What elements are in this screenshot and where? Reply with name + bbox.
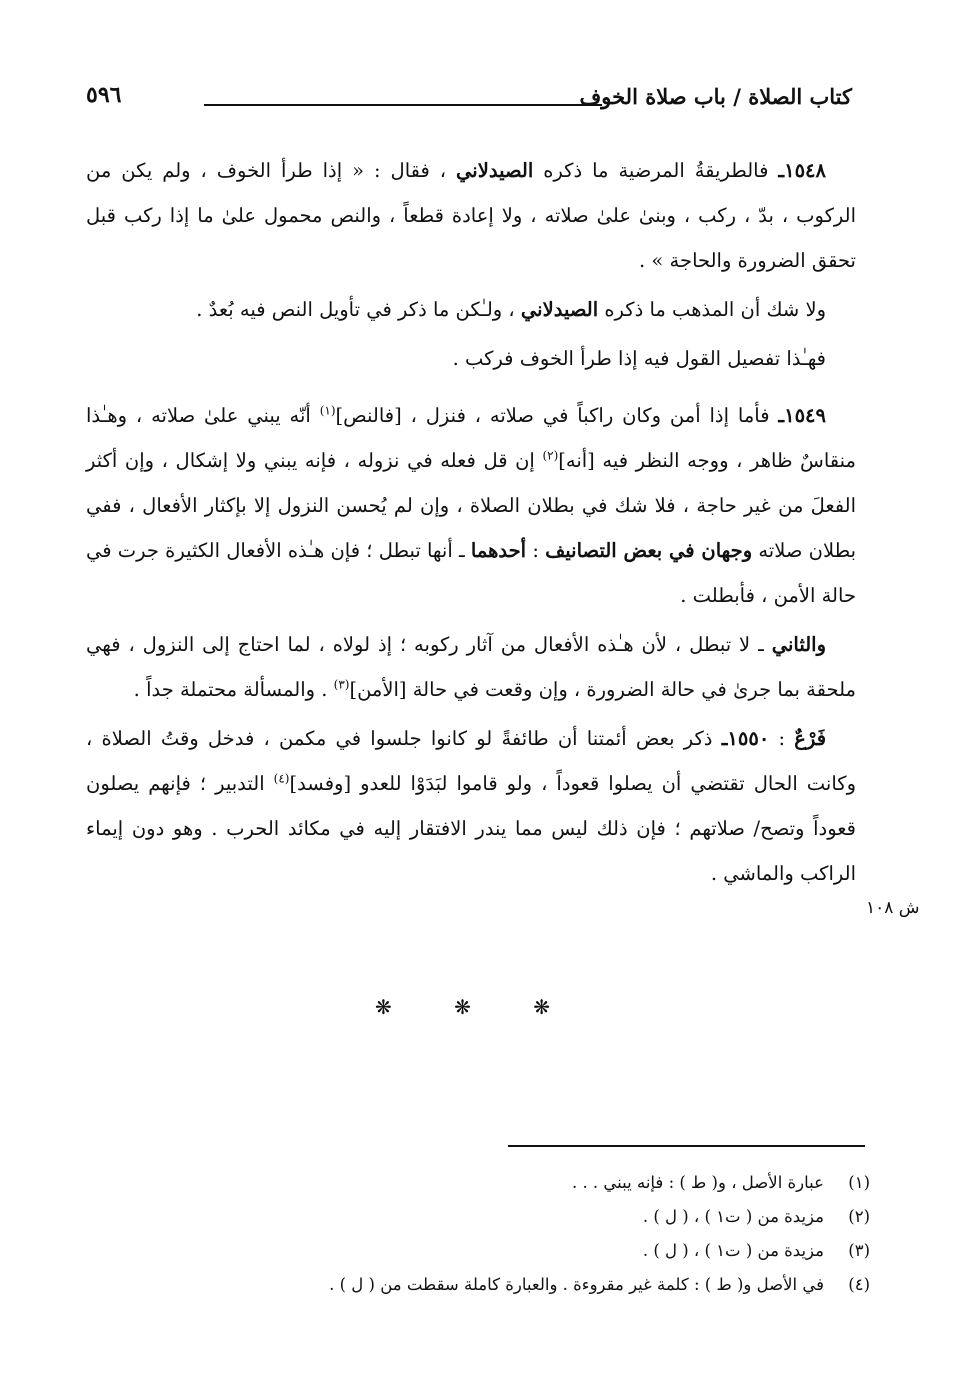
paragraph-1550 bbox=[86, 716, 856, 896]
footnote-text: مزيدة من ( ت١ ) ، ( ل ) . bbox=[642, 1207, 824, 1226]
second-opinion-label: والثاني bbox=[771, 633, 826, 656]
text-run: ـ لا تبطل ، لأن هـٰذه الأفعال من آثار ركوبه ؛ إذ لولاه ، لما احتاج إلى النزول ، فهي ملحقة بما جرىٰ في حالة الضرورة ، وإن وقعت في حالة [الأمن] bbox=[86, 633, 856, 701]
issue-number: ١٥٥٠ـ bbox=[721, 727, 770, 750]
footnote-ref-1: (١) bbox=[319, 403, 336, 418]
footnote-ref-4: (٤) bbox=[273, 771, 290, 786]
text-run: أنّه يبني علىٰ صلاته ، وهـٰذا منقاسٌ ظاهر ، ووجه النظر فيه [أنه] bbox=[86, 404, 856, 472]
paragraph-commentary bbox=[86, 287, 856, 332]
paragraph-second-opinion bbox=[86, 622, 856, 712]
text-run: : bbox=[526, 539, 546, 562]
footnotes bbox=[200, 1166, 870, 1302]
text-run: ، فقال : « إذا طرأ الخوف ، ولم يكن من الركوب ، بدّ ، ركب ، وبنىٰ علىٰ صلاته ، ولا إعادة قطعاً ، والنص محمول علىٰ ما إذا ركب قبل تحقق الضرورة والحاجة » . bbox=[86, 159, 856, 272]
text-run: . والمسألة محتملة جداً . bbox=[133, 678, 334, 701]
bold-phrase: وجهان في بعض التصانيف bbox=[545, 539, 753, 562]
text-run: ذكر بعض أئمتنا أن طائفةً لو كانوا جلسوا في مكمن ، فدخل وقتُ الصلاة ، وكانت الحال تقتضي أن يصلوا قعوداً ، ولو قاموا لبَدَوْا للعدو [وفسد] bbox=[86, 727, 856, 795]
scholar-name: الصيدلاني bbox=[520, 298, 599, 321]
footnote-number: (٤) bbox=[848, 1275, 870, 1294]
footnote-text: في الأصل و( ط ) : كلمة غير مقروءة . والعبارة كاملة سقطت من ( ل ) . bbox=[329, 1275, 824, 1294]
text-run: ، ولـٰكن ما ذكر في تأويل النص فيه بُعدٌ . bbox=[196, 298, 521, 321]
header-title: كتاب الصلاة / باب صلاة الخوف bbox=[579, 84, 852, 109]
text-run: ـ أنها تبطل ؛ فإن هـٰذه الأفعال الكثيرة جرت في حالة الأمن ، فأبطلت . bbox=[86, 539, 856, 607]
header-rule bbox=[204, 104, 602, 106]
first-opinion-label: أحدهما bbox=[470, 539, 527, 562]
footnote-text: عبارة الأصل ، و( ط ) : فإنه يبني . . . bbox=[571, 1173, 824, 1192]
footnote-number: (٢) bbox=[848, 1207, 870, 1226]
issue-number: ١٥٤٩ـ bbox=[778, 404, 827, 427]
issue-number: ١٥٤٨ـ bbox=[778, 159, 826, 182]
footnote-item bbox=[200, 1234, 870, 1268]
footnote-ref-3: (٣) bbox=[333, 677, 350, 692]
paragraph-1548 bbox=[86, 148, 856, 283]
manuscript-folio-note: ش ١٠٨ bbox=[866, 898, 920, 918]
section-separator: ❋ ❋ ❋ bbox=[375, 995, 578, 1019]
text-run: : bbox=[769, 727, 795, 750]
footnote-item bbox=[200, 1166, 870, 1200]
main-text bbox=[86, 148, 856, 900]
text-run: ولا شك أن المذهب ما ذكره bbox=[598, 298, 826, 321]
far-label: فَرْعٌ bbox=[794, 727, 827, 750]
footnote-item bbox=[200, 1268, 870, 1302]
footnote-ref-2: (٢) bbox=[542, 448, 559, 463]
footnote-item bbox=[200, 1200, 870, 1234]
scholar-name: الصيدلاني bbox=[456, 159, 534, 182]
footnote-text: مزيدة من ( ت١ ) ، ( ل ) . bbox=[642, 1241, 824, 1260]
footnote-number: (١) bbox=[848, 1173, 870, 1192]
paragraph-1549 bbox=[86, 393, 856, 618]
text-run: إن قل فعله في نزوله ، فإنه يبني ولا إشكال ، وإن أكثر الفعلَ من غير حاجة ، فلا شك في بطلان الصلاة ، وإن لم يُحسن النزول إلا بإكثار الأفعال ، ففي بطلان صلاته bbox=[86, 449, 856, 562]
text-run: فأما إذا أمن وكان راكباً في صلاته ، فنزل ، [فالنص] bbox=[335, 404, 779, 427]
text-run: التدبير ؛ فإنهم يصلون قعوداً وتصح/ صلاتهم ؛ فإن ذلك ليس مما يندر الافتقار إليه في مكائد الحرب . وهو دون إيماء الراكب والماشي . bbox=[86, 772, 856, 885]
paragraph-summary: فهـٰذا تفصيل القول فيه إذا طرأ الخوف فركب . bbox=[452, 347, 826, 370]
footnote-number: (٣) bbox=[848, 1241, 870, 1260]
text-run: فالطريقةُ المرضية ما ذكره bbox=[533, 159, 779, 182]
running-header bbox=[86, 82, 852, 118]
page-number: ٥٩٦ bbox=[86, 82, 122, 108]
footnote-rule bbox=[508, 1145, 865, 1147]
